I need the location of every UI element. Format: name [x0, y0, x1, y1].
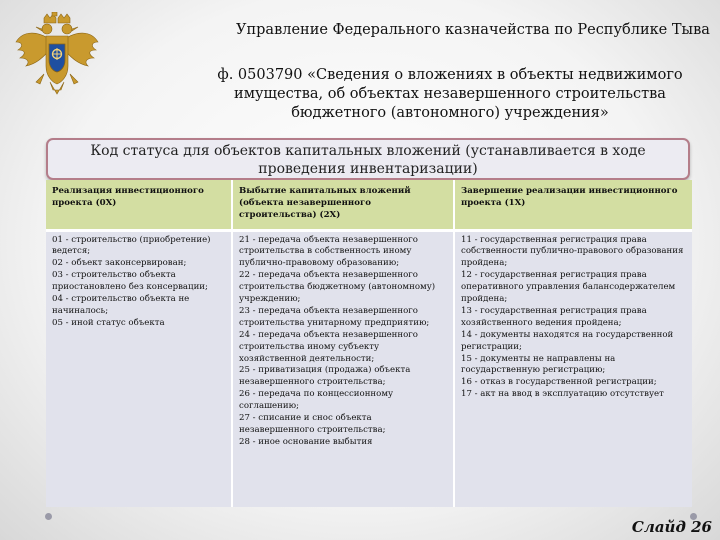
code-line: 02 - объект законсервирован;: [52, 258, 187, 269]
code-line: 21 - передача объекта незавершенного строительства в собственность иному публично-правовому образованию;: [239, 234, 418, 269]
cell-investment-codes: [46, 230, 232, 507]
form-title: ф. 0503790 «Сведения о вложениях в объекты недвижимого имущества, об объектах незавершенного строительства бюджетного (автономного) учреждения»: [217, 67, 683, 121]
code-line: 27 - списание и снос объекта незавершенного строительства;: [239, 413, 386, 435]
treasury-emblem-icon: [14, 12, 100, 104]
code-line: 22 - передача объекта незавершенного строительства бюджетному (автономному) учреждению;: [239, 270, 436, 305]
header-cell-completion: Завершение реализации инвестиционного проекта (1Х): [454, 180, 692, 230]
organization-title: Управление Федерального казначейства по Республике Тыва: [236, 22, 710, 38]
code-line: 04 - строительство объекта не начиналось;: [52, 294, 190, 316]
code-line: 26 - передача по концессионному соглашению;: [239, 389, 394, 412]
code-line: 24 - передача объекта незавершенного строительства иному субъекту хозяйственной деятельности;: [239, 329, 418, 364]
code-line: 23 - передача объекта незавершенного строительства унитарному предприятию;: [239, 305, 430, 328]
header-cell-disposal: Выбытие капитальных вложений (объекта незавершенного строительства) (2Х): [232, 180, 454, 230]
header-cell-investment-project: Реализация инвестиционного проекта (0Х): [46, 180, 232, 230]
status-code-banner: Код статуса для объектов капитальных вложений (устанавливается в ходе проведения инвентаризации): [46, 138, 690, 180]
code-line: 16 - отказ в государственной регистрации;: [461, 377, 657, 388]
code-line: 25 - приватизация (продажа) объекта незавершенного строительства;: [239, 365, 411, 388]
table-header-row: [46, 180, 692, 230]
code-line: 13 - государственная регистрация права хозяйственного ведения пройдена;: [461, 305, 647, 328]
cell-completion-codes: [454, 230, 692, 507]
code-line: 01 - строительство (приобретение) ведется;: [52, 234, 211, 257]
code-line: 03 - строительство объекта приостановлено без консервации;: [52, 270, 208, 293]
code-line: 15 - документы не направлены на государственную регистрацию;: [461, 353, 616, 376]
code-line: 14 - документы находятся на государственной регистрации;: [461, 329, 674, 352]
slide-number: Слайд 26: [631, 518, 712, 536]
cell-disposal-codes: [232, 230, 454, 507]
table-row: [46, 230, 692, 507]
code-line: 28 - иное основание выбытия: [239, 436, 373, 447]
status-codes-table: [46, 180, 692, 510]
code-line: 11 - государственная регистрация права собственности публично-правового образования пройдена;: [461, 234, 684, 269]
slide-dot-left: [45, 513, 52, 520]
code-line: 12 - государственная регистрация права оперативного управления балансодержателем пройдена;: [461, 270, 676, 305]
code-line: 05 - иной статус объекта: [52, 317, 165, 328]
code-line: 17 - акт на ввод в эксплуатацию отсутствует: [461, 389, 664, 400]
